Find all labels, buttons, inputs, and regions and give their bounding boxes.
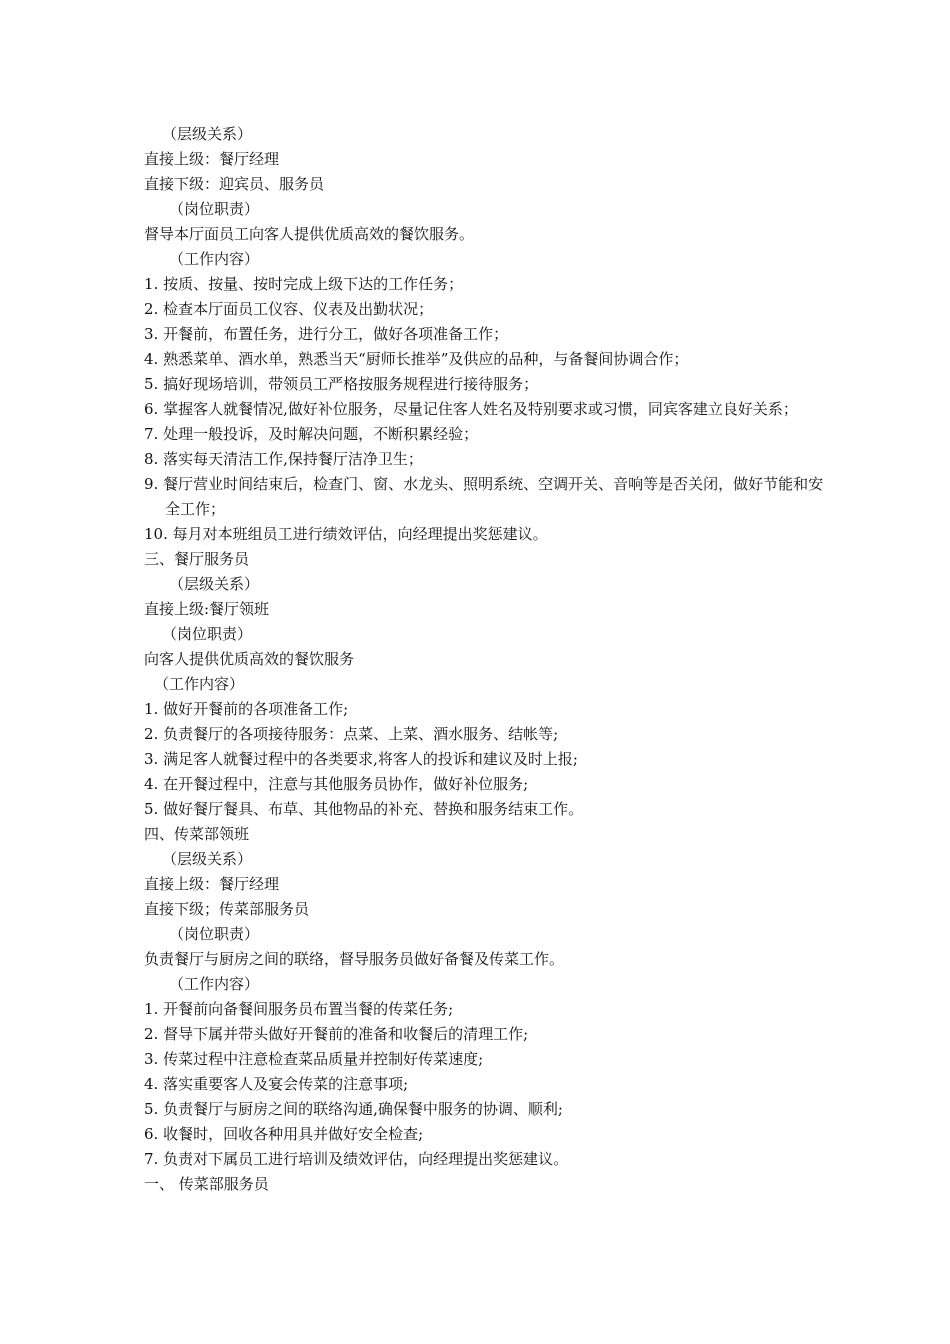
document-body: [144, 122, 824, 1197]
section-heading-work: （工作内容）: [154, 675, 245, 693]
section-heading-work: （工作内容）: [169, 250, 260, 268]
direct-superior: 直接上级:餐厅领班: [144, 600, 270, 618]
list-item: 3. 满足客人就餐过程中的各类要求,将客人的投诉和建议及时上报;: [144, 750, 578, 768]
section-title-runner-lead: 四、传菜部领班: [144, 825, 250, 843]
duty-summary: 向客人提供优质高效的餐饮服务: [144, 650, 355, 668]
duty-summary: 督导本厅面员工向客人提供优质高效的餐饮服务。: [144, 225, 475, 243]
direct-superior: 直接上级：餐厅经理: [144, 150, 280, 168]
section-title-runner: 一、 传菜部服务员: [144, 1175, 269, 1193]
list-item: 4. 熟悉菜单、酒水单，熟悉当天“厨师长推举”及供应的品种，与备餐间协调合作；: [144, 350, 689, 368]
list-item: 6. 掌握客人就餐情况,做好补位服务，尽量记住客人姓名及特别要求或习惯，同宾客建立良好关系；: [144, 400, 798, 418]
list-item: 1. 按质、按量、按时完成上级下达的工作任务；: [144, 275, 464, 293]
duty-summary: 负责餐厅与厨房之间的联络，督导服务员做好备餐及传菜工作。: [144, 950, 565, 968]
section-heading-hierarchy: （层级关系）: [162, 125, 253, 143]
list-item: 6. 收餐时，回收各种用具并做好安全检查;: [144, 1125, 424, 1143]
list-item: 4. 在开餐过程中，注意与其他服务员协作，做好补位服务;: [144, 775, 529, 793]
list-item: 7. 负责对下属员工进行培训及绩效评估，向经理提出奖惩建议。: [144, 1150, 569, 1168]
list-item: 1. 开餐前向备餐间服务员布置当餐的传菜任务;: [144, 1000, 454, 1018]
direct-superior: 直接上级：餐厅经理: [144, 875, 280, 893]
list-item: 4. 落实重要客人及宴会传菜的注意事项;: [144, 1075, 409, 1093]
section-heading-hierarchy: （层级关系）: [169, 575, 260, 593]
list-item: 3. 传菜过程中注意检查菜品质量并控制好传菜速度;: [144, 1050, 484, 1068]
direct-subordinate: 直接下级；传菜部服务员: [144, 900, 310, 918]
list-item: 2. 检查本厅面员工仪容、仪表及出勤状况；: [144, 300, 434, 318]
list-item: 5. 搞好现场培训，带领员工严格按服务规程进行接待服务；: [144, 375, 539, 393]
section-heading-duties: （岗位职责）: [169, 200, 260, 218]
section-heading-duties: （岗位职责）: [162, 625, 253, 643]
list-item: 5. 做好餐厅餐具、布草、其他物品的补充、替换和服务结束工作。: [144, 800, 584, 818]
list-item: 1. 做好开餐前的各项准备工作;: [144, 700, 349, 718]
list-item: 8. 落实每天清洁工作,保持餐厅洁净卫生；: [144, 450, 423, 468]
list-item: 7. 处理一般投诉，及时解决问题，不断积累经验；: [144, 425, 479, 443]
direct-subordinate: 直接下级：迎宾员、服务员: [144, 175, 325, 193]
list-item: 5. 负责餐厅与厨房之间的联络沟通,确保餐中服务的协调、顺利;: [144, 1100, 563, 1118]
list-item: 9. 餐厅营业时间结束后，检查门、窗、水龙头、照明系统、空调开关、音响等是否关闭，做好节能和安全工作；: [144, 475, 824, 518]
list-item: 3. 开餐前，布置任务，进行分工，做好各项准备工作；: [144, 325, 509, 343]
list-item: 2. 督导下属并带头做好开餐前的准备和收餐后的清理工作;: [144, 1025, 529, 1043]
section-heading-duties: （岗位职责）: [169, 925, 260, 943]
list-item: 2. 负责餐厅的各项接待服务：点菜、上菜、酒水服务、结帐等;: [144, 725, 559, 743]
section-heading-hierarchy: （层级关系）: [162, 850, 253, 868]
section-title-waiter: 三、餐厅服务员: [144, 550, 250, 568]
section-heading-work: （工作内容）: [169, 975, 260, 993]
list-item: 10. 每月对本班组员工进行绩效评估，向经理提出奖惩建议。: [144, 525, 548, 543]
